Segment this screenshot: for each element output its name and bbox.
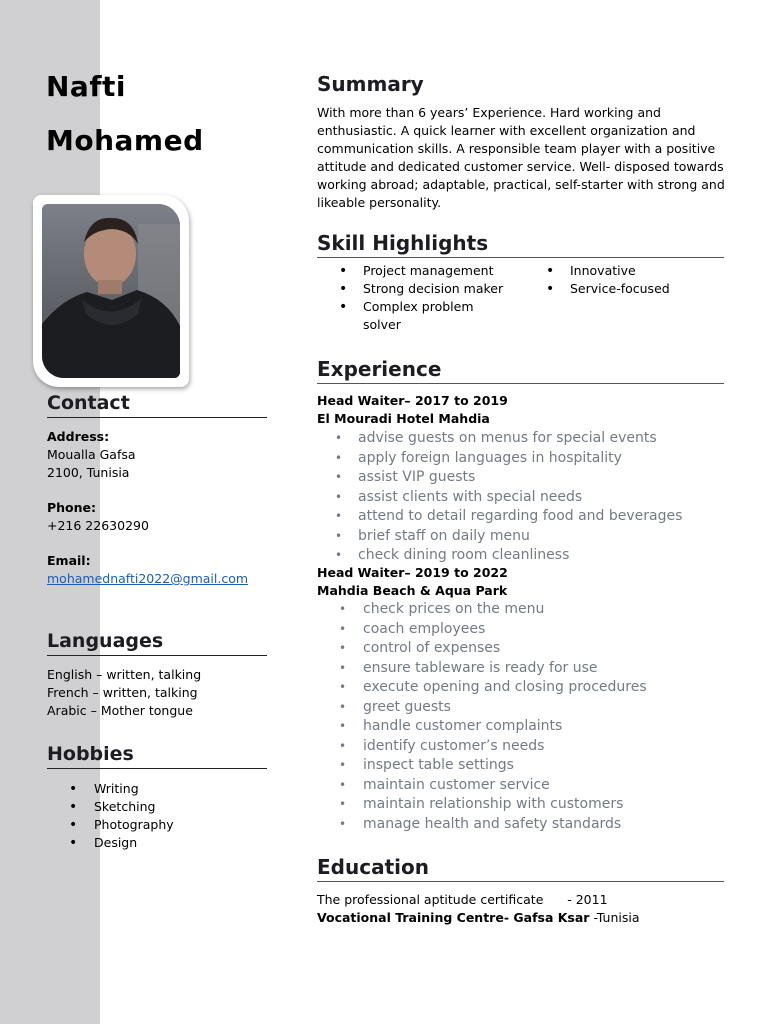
skill-item: • Service-focused [524, 280, 724, 298]
duty-item: • advise guests on menus for special events [358, 429, 682, 449]
duty-item: • ensure tableware is ready for use [363, 659, 647, 679]
education-institution [317, 910, 640, 925]
duty-item: • control of expenses [363, 639, 647, 659]
language-item: French – written, talking [47, 685, 198, 700]
education-location: -Tunisia [589, 910, 640, 925]
duty-item: • identify customer’s needs [363, 737, 647, 757]
profile-photo [42, 204, 180, 378]
job-title: Head Waiter– 2017 to 2019 [317, 393, 508, 408]
skills-list-col2 [524, 262, 724, 298]
duty-item: • brief staff on daily menu [358, 527, 682, 547]
profile-photo-image [42, 204, 180, 378]
hobby-item: • Sketching [47, 798, 174, 816]
job-duties-list [363, 600, 647, 834]
email-label: Email: [47, 553, 91, 568]
hobbies-heading: Hobbies [47, 743, 267, 769]
education-school: Vocational Training Centre- Gafsa Ksar [317, 910, 590, 925]
contact-heading: Contact [47, 392, 267, 418]
skills-heading: Skill Highlights [317, 231, 724, 258]
hobby-item: • Design [47, 834, 174, 852]
duty-item: • manage health and safety standards [363, 815, 647, 835]
duty-item: • greet guests [363, 698, 647, 718]
address-label: Address: [47, 429, 110, 444]
language-item: Arabic – Mother tongue [47, 703, 193, 718]
duty-item: • execute opening and closing procedures [363, 678, 647, 698]
experience-heading: Experience [317, 357, 724, 384]
job-employer: El Mouradi Hotel Mahdia [317, 411, 490, 426]
duty-item: • maintain customer service [363, 776, 647, 796]
address-line1: Moualla Gafsa [47, 447, 136, 462]
skill-item: • Strong decision maker [317, 280, 513, 298]
summary-text: With more than 6 years’ Experience. Hard working and enthusiastic. A quick learner with excellent organization and communication skills. A responsible team player with a positive attitude and dedicated customer service. Well- disposed towards working abroad; adaptable, practical, self-starter with strong and likeable personality. [317, 105, 725, 210]
duty-item: • maintain relationship with customers [363, 795, 647, 815]
education-heading: Education [317, 855, 724, 882]
skill-item: • Complex problem solver [317, 298, 513, 334]
phone-label: Phone: [47, 500, 97, 515]
skills-list-col1 [317, 262, 517, 334]
duty-item: • assist clients with special needs [358, 488, 682, 508]
duty-item: • handle customer complaints [363, 717, 647, 737]
name-first: Nafti [46, 70, 126, 103]
duty-item: • check prices on the menu [363, 600, 647, 620]
duty-item: • check dining room cleanliness [358, 546, 682, 566]
languages-heading: Languages [47, 630, 267, 656]
duty-item: • apply foreign languages in hospitality [358, 449, 682, 469]
language-item: English – written, talking [47, 667, 202, 682]
hobby-item: • Photography [47, 816, 174, 834]
name-last: Mohamed [46, 124, 204, 157]
job-duties-list [358, 429, 682, 566]
phone-number: +216 22630290 [47, 518, 149, 533]
job-title: Head Waiter– 2019 to 2022 [317, 565, 508, 580]
summary-heading: Summary [317, 72, 424, 96]
duty-item: • inspect table settings [363, 756, 647, 776]
hobby-list [47, 780, 174, 852]
skill-item: • Project management [317, 262, 513, 280]
duty-item: • coach employees [363, 620, 647, 640]
education-certificate: The professional aptitude certificate - 2011 [317, 892, 608, 907]
duty-item: • attend to detail regarding food and beverages [358, 507, 682, 527]
job-employer: Mahdia Beach & Aqua Park [317, 583, 508, 598]
hobby-item: • Writing [47, 780, 174, 798]
duty-item: • assist VIP guests [358, 468, 682, 488]
skill-item: • Innovative [524, 262, 724, 280]
email-link[interactable]: mohamednafti2022@gmail.com [47, 571, 249, 586]
address-line2: 2100, Tunisia [47, 465, 130, 480]
